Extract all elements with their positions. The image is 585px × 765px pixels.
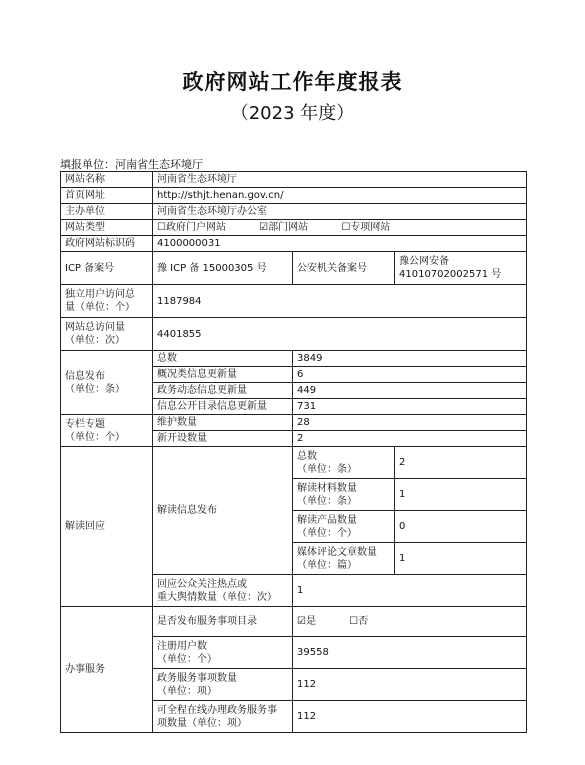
cell-label: 概况类信息更新量 (153, 367, 293, 383)
cell-label: 总数 (153, 351, 293, 367)
cell-label: 公安机关备案号 (293, 252, 395, 285)
catalog-option-no (349, 616, 368, 627)
label-line: 媒体评论文章数量 (297, 546, 377, 558)
cell-value: 1 (395, 543, 527, 575)
option-label: 专项网站 (350, 222, 391, 233)
cell-value: 1 (395, 479, 527, 511)
cell-value: 河南省生态环境厅办公室 (153, 204, 527, 220)
cell-label: 政务动态信息更新量 (153, 383, 293, 399)
label-line: 项数量（单位：项） (157, 717, 247, 729)
option-label: 否 (358, 616, 369, 627)
cell-label (293, 479, 395, 511)
cell-value: 河南省生态环境厅 (153, 172, 527, 188)
cell-value (395, 252, 527, 285)
label-line: 回应公众关注热点或 (157, 578, 247, 590)
label-line: （单位：条） (297, 495, 357, 507)
cell-label (61, 285, 153, 318)
label-line: 量（单位：个） (65, 302, 135, 313)
label-line: （单位：次） (65, 335, 125, 346)
report-subtitle: （2023 年度） (230, 103, 355, 124)
cell-label: 是否发布服务事项目录 (153, 607, 293, 637)
cell-value: 0 (395, 511, 527, 543)
cell-value: 731 (293, 399, 527, 415)
cell-label: 新开设数量 (153, 431, 293, 447)
cell-value: 6 (293, 367, 527, 383)
cell-label (153, 669, 293, 701)
label-line: 解读产品数量 (297, 514, 357, 526)
cell-label (153, 637, 293, 669)
table-row (61, 172, 527, 188)
table-row (61, 447, 527, 479)
police-record-line: 41010702002571 号 (399, 269, 502, 280)
cell-value: 4401855 (153, 318, 527, 351)
table-row (61, 351, 527, 367)
cell-label: 政府网站标识码 (61, 236, 153, 252)
site-type-option (157, 222, 226, 233)
catalog-option-yes (297, 616, 316, 627)
report-table (60, 171, 527, 733)
label-line: （单位：篇） (297, 559, 357, 571)
label-line: 重大舆情数量（单位：次） (157, 591, 277, 603)
label-line: （单位：条） (65, 383, 125, 395)
cell-value: 3849 (293, 351, 527, 367)
table-row (61, 285, 527, 318)
cell-label (293, 543, 395, 575)
cell-label: 首页网址 (61, 188, 153, 204)
cell-value: 449 (293, 383, 527, 399)
catalog-options (293, 607, 527, 637)
cell-label (61, 318, 153, 351)
table-row (61, 415, 527, 431)
cell-value: 2 (293, 431, 527, 447)
table-row (61, 220, 527, 236)
cell-label (61, 415, 153, 447)
checkbox-icon: ☐ (341, 222, 351, 233)
filing-unit: 填报单位：河南省生态环境厅 (60, 158, 203, 171)
checkbox-icon: ☐ (157, 222, 166, 233)
checkbox-icon: ☑ (259, 222, 269, 233)
cell-value: 1187984 (153, 285, 527, 318)
label-line: 独立用户访问总 (65, 289, 135, 300)
cell-value: 4100000031 (153, 236, 527, 252)
cell-label (61, 351, 153, 415)
table-row (61, 252, 527, 285)
cell-value: 2 (395, 447, 527, 479)
site-type-options (153, 220, 527, 236)
site-type-option (341, 222, 390, 233)
option-label: 是 (305, 616, 316, 627)
label-line: 总数 (297, 450, 317, 462)
cell-label: 维护数量 (153, 415, 293, 431)
cell-value: 112 (293, 701, 527, 733)
label-line: 可全程在线办理政务服务事 (157, 704, 277, 716)
cell-label: 解读信息发布 (153, 447, 293, 575)
cell-label (293, 447, 395, 479)
cell-value: 28 (293, 415, 527, 431)
cell-label (153, 575, 293, 607)
cell-label: 网站名称 (61, 172, 153, 188)
report-title: 政府网站工作年度报表 (182, 70, 403, 94)
label-line: 解读材料数量 (297, 482, 357, 494)
label-line: 注册用户数 (157, 640, 207, 652)
label-line: （单位：个） (297, 527, 357, 539)
table-row (61, 607, 527, 637)
cell-value: http://sthjt.henan.gov.cn/ (153, 188, 527, 204)
cell-label (153, 701, 293, 733)
table-row (61, 318, 527, 351)
cell-label: ICP 备案号 (61, 252, 153, 285)
option-label: 政府门户网站 (165, 222, 226, 233)
table-row (61, 236, 527, 252)
cell-value: 豫 ICP 备 15000305 号 (153, 252, 293, 285)
checkbox-icon: ☑ (297, 616, 306, 627)
label-line: 专栏专题 (65, 418, 105, 430)
label-line: 信息发布 (65, 370, 105, 382)
cell-value: 39558 (293, 637, 527, 669)
label-line: （单位：个） (65, 431, 125, 443)
label-line: （单位：条） (297, 463, 357, 475)
checkbox-icon: ☐ (349, 616, 359, 627)
cell-label: 办事服务 (61, 607, 153, 733)
cell-value: 1 (293, 575, 527, 607)
label-line: 政务服务事项数量 (157, 672, 237, 684)
police-record-line: 豫公网安备 (399, 256, 449, 267)
cell-label: 网站类型 (61, 220, 153, 236)
label-line: （单位：项） (157, 685, 217, 697)
cell-label: 主办单位 (61, 204, 153, 220)
cell-label (293, 511, 395, 543)
table-row (61, 204, 527, 220)
option-label: 部门网站 (268, 222, 309, 233)
label-line: 网站总访问量 (65, 322, 125, 333)
cell-label: 信息公开目录信息更新量 (153, 399, 293, 415)
cell-value: 112 (293, 669, 527, 701)
cell-label: 解读回应 (61, 447, 153, 607)
label-line: （单位：个） (157, 653, 217, 665)
site-type-option (259, 222, 308, 233)
table-row (61, 188, 527, 204)
